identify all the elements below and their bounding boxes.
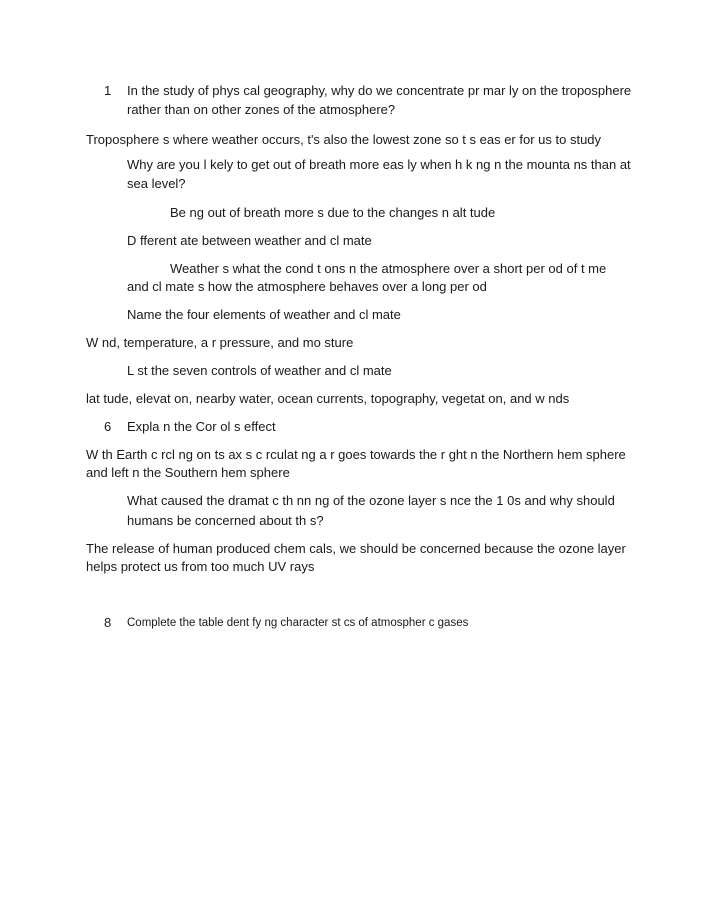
question-4: Name the four elements of weather and cl mate — [127, 307, 401, 322]
answer-5: lat tude, elevat on, nearby water, ocean currents, topography, vegetat on, and w nds — [86, 391, 570, 406]
question-7-line-1: What caused the dramat c th nn ng of the ozone layer s nce the 1 0s and why should — [127, 493, 615, 508]
answer-4: W nd, temperature, a r pressure, and mo sture — [86, 335, 354, 350]
question-1-number: 1 — [104, 83, 112, 98]
answer-6-line-2: and left n the Southern hem sphere — [86, 465, 290, 480]
question-7-line-2: humans be concerned about th s? — [127, 513, 324, 528]
question-5: L st the seven controls of weather and cl mate — [127, 363, 392, 378]
answer-3-line-1: Weather s what the cond t ons n the atmosphere over a short per od of t me — [170, 261, 607, 276]
answer-6-line-1: W th Earth c rcl ng on ts ax s c rculat ng a r goes towards the r ght n the Northern hem sphere — [86, 447, 626, 462]
question-8: Complete the table dent fy ng character st cs of atmospher c gases — [127, 617, 469, 629]
question-1-line-1: In the study of phys cal geography, why do we concentrate pr mar ly on the troposphere — [127, 83, 632, 98]
question-1-line-2: rather than on other zones of the atmosphere? — [127, 102, 396, 117]
question-3: D fferent ate between weather and cl mate — [127, 233, 372, 248]
question-2-line-2: sea level? — [127, 176, 186, 191]
answer-3-line-2: and cl mate s how the atmosphere behaves over a long per od — [127, 279, 487, 294]
answer-1: Troposphere s where weather occurs, t's also the lowest zone so t s eas er for us to study — [86, 132, 602, 147]
question-2-line-1: Why are you l kely to get out of breath more eas ly when h k ng n the mounta ns than at — [127, 157, 631, 172]
question-6-number: 6 — [104, 419, 112, 434]
answer-7-line-2: helps protect us from too much UV rays — [86, 559, 315, 574]
question-6: Expla n the Cor ol s effect — [127, 419, 276, 434]
question-8-number: 8 — [104, 615, 112, 630]
answer-7-line-1: The release of human produced chem cals, we should be concerned because the ozone layer — [86, 541, 626, 556]
answer-2: Be ng out of breath more s due to the changes n alt tude — [170, 205, 496, 220]
